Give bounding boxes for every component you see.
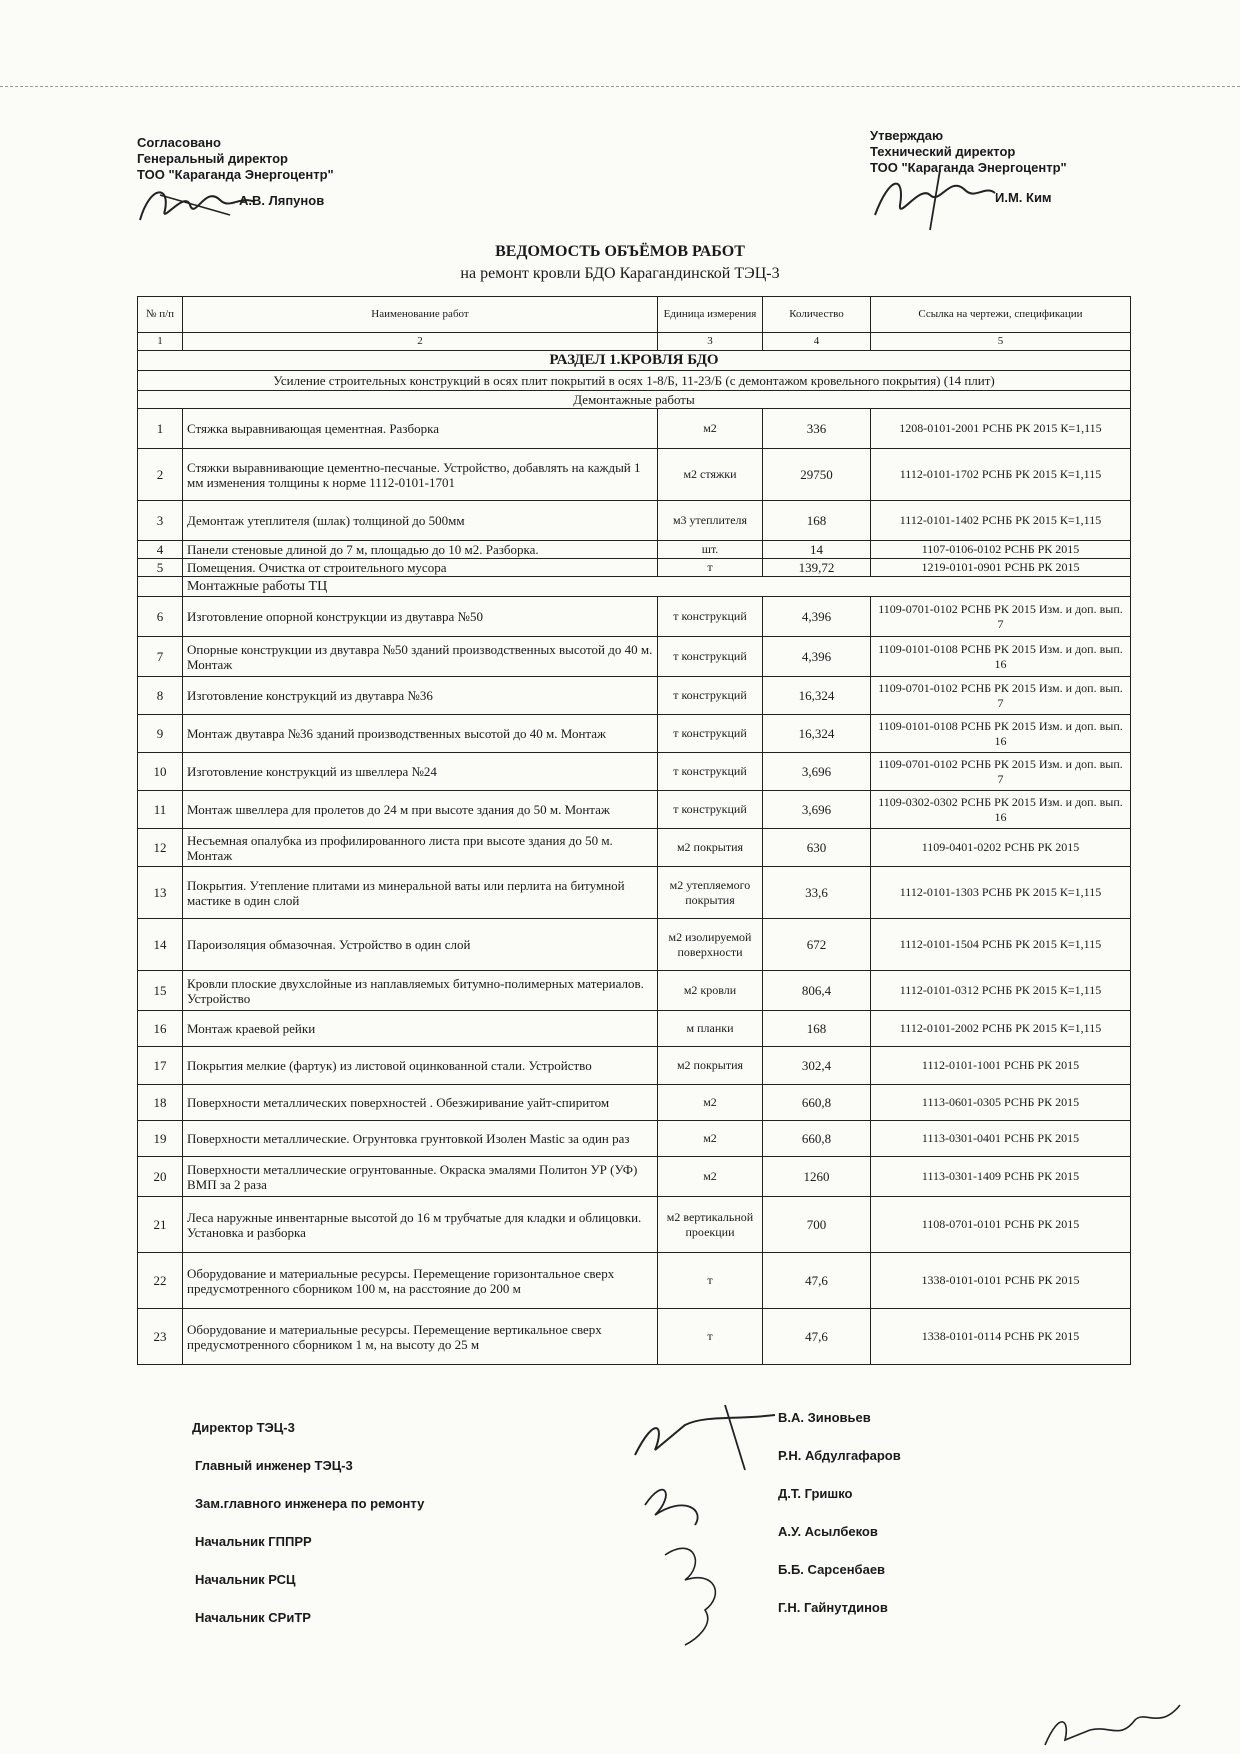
approved-signature-image xyxy=(870,165,1000,235)
row-number: 3 xyxy=(138,501,183,541)
approved-name: И.М. Ким xyxy=(995,190,1052,205)
table-row xyxy=(138,791,1131,829)
work-name: Монтаж швеллера для пролетов до 24 м при высоте здания до 50 м. Монтаж xyxy=(183,791,658,829)
work-volume-table xyxy=(137,296,1131,1365)
reference-cell: 1109-0101-0108 РСНБ РК 2015 Изм. и доп. вып. 16 xyxy=(871,637,1131,677)
agreed-company: ТОО "Караганда Энергоцентр" xyxy=(137,167,334,182)
unit-cell: м2 покрытия xyxy=(658,1047,763,1085)
table-row xyxy=(138,867,1131,919)
reference-cell: 1113-0301-1409 РСНБ РК 2015 xyxy=(871,1157,1131,1197)
signature-name: Р.Н. Абдулгафаров xyxy=(778,1448,901,1463)
reference-cell: 1112-0101-1001 РСНБ РК 2015 xyxy=(871,1047,1131,1085)
work-name: Пароизоляция обмазочная. Устройство в один слой xyxy=(183,919,658,971)
quantity-cell: 672 xyxy=(763,919,871,971)
quantity-cell: 168 xyxy=(763,1011,871,1047)
row-number: 7 xyxy=(138,637,183,677)
row-number: 12 xyxy=(138,829,183,867)
header-cell: № п/п xyxy=(138,297,183,333)
quantity-cell: 1260 xyxy=(763,1157,871,1197)
table-row xyxy=(138,971,1131,1011)
table-row xyxy=(138,919,1131,971)
table-row xyxy=(138,1197,1131,1253)
work-name: Стяжка выравнивающая цементная. Разборка xyxy=(183,409,658,449)
unit-cell: т конструкций xyxy=(658,637,763,677)
row-number: 5 xyxy=(138,559,183,577)
quantity-cell: 14 xyxy=(763,541,871,559)
table-row xyxy=(138,753,1131,791)
row-number: 8 xyxy=(138,677,183,715)
work-name: Помещения. Очистка от строительного мусора xyxy=(183,559,658,577)
header-cell: Наименование работ xyxy=(183,297,658,333)
header-number: 4 xyxy=(763,333,871,351)
unit-cell: м2 утепляемого покрытия xyxy=(658,867,763,919)
row-number: 13 xyxy=(138,867,183,919)
quantity-cell: 700 xyxy=(763,1197,871,1253)
quantity-cell: 29750 xyxy=(763,449,871,501)
table-row xyxy=(138,1309,1131,1365)
quantity-cell: 47,6 xyxy=(763,1309,871,1365)
table-row xyxy=(138,1047,1131,1085)
reference-cell: 1109-0101-0108 РСНБ РК 2015 Изм. и доп. вып. 16 xyxy=(871,715,1131,753)
quantity-cell: 33,6 xyxy=(763,867,871,919)
unit-cell: т xyxy=(658,559,763,577)
reference-cell: 1107-0106-0102 РСНБ РК 2015 xyxy=(871,541,1131,559)
unit-cell: м планки xyxy=(658,1011,763,1047)
work-name: Оборудование и материальные ресурсы. Перемещение вертикальное сверх предусмотренного сборником 1 м, на высоту до 25 м xyxy=(183,1309,658,1365)
unit-cell: т конструкций xyxy=(658,677,763,715)
reference-cell: 1113-0601-0305 РСНБ РК 2015 xyxy=(871,1085,1131,1121)
approved-position: Технический директор xyxy=(870,144,1016,159)
reference-cell: 1112-0101-0312 РСНБ РК 2015 К=1,115 xyxy=(871,971,1131,1011)
section-desc-row xyxy=(138,371,1131,391)
section-title: РАЗДЕЛ 1.КРОВЛЯ БДО xyxy=(138,351,1131,371)
reference-cell: 1113-0301-0401 РСНБ РК 2015 xyxy=(871,1121,1131,1157)
header-cell: Единица измерения xyxy=(658,297,763,333)
row-number: 15 xyxy=(138,971,183,1011)
row-number: 6 xyxy=(138,597,183,637)
reference-cell: 1112-0101-1303 РСНБ РК 2015 К=1,115 xyxy=(871,867,1131,919)
work-name: Поверхности металлических поверхностей . Обезжиривание уайт-спиритом xyxy=(183,1085,658,1121)
reference-cell: 1112-0101-1402 РСНБ РК 2015 К=1,115 xyxy=(871,501,1131,541)
signature-role: Начальник СРиТР xyxy=(195,1610,311,1625)
subsection-row xyxy=(138,391,1131,409)
agreed-signature-image xyxy=(130,180,260,230)
document-title: ВЕДОМОСТЬ ОБЪЁМОВ РАБОТ xyxy=(495,243,745,260)
work-name: Стяжки выравнивающие цементно-песчаные. Устройство, добавлять на каждый 1 мм изменения толщины к норме 1112-0101-1701 xyxy=(183,449,658,501)
reference-cell: 1109-0701-0102 РСНБ РК 2015 Изм. и доп. вып. 7 xyxy=(871,597,1131,637)
row-number: 14 xyxy=(138,919,183,971)
approved-label: Утверждаю xyxy=(870,128,944,143)
reference-cell: 1208-0101-2001 РСНБ РК 2015 К=1,115 xyxy=(871,409,1131,449)
unit-cell: м2 xyxy=(658,1121,763,1157)
quantity-cell: 630 xyxy=(763,829,871,867)
scan-border-line xyxy=(0,86,1240,87)
reference-cell: 1219-0101-0901 РСНБ РК 2015 xyxy=(871,559,1131,577)
table-row xyxy=(138,1121,1131,1157)
row-number: 22 xyxy=(138,1253,183,1309)
row-number: 21 xyxy=(138,1197,183,1253)
unit-cell: м2 стяжки xyxy=(658,449,763,501)
reference-cell: 1338-0101-0114 РСНБ РК 2015 xyxy=(871,1309,1131,1365)
table-header-row xyxy=(138,297,1131,333)
quantity-cell: 660,8 xyxy=(763,1085,871,1121)
work-name: Кровли плоские двухслойные из наплавляемых битумно-полимерных материалов. Устройство xyxy=(183,971,658,1011)
agreed-label: Согласовано xyxy=(137,135,221,150)
quantity-cell: 168 xyxy=(763,501,871,541)
work-name: Монтаж краевой рейки xyxy=(183,1011,658,1047)
mount-heading: Монтажные работы ТЦ xyxy=(183,577,1131,597)
unit-cell: т конструкций xyxy=(658,715,763,753)
reference-cell: 1108-0701-0101 РСНБ РК 2015 xyxy=(871,1197,1131,1253)
signature-role: Зам.главного инженера по ремонту xyxy=(195,1496,425,1511)
unit-cell: шт. xyxy=(658,541,763,559)
reference-cell: 1112-0101-2002 РСНБ РК 2015 К=1,115 xyxy=(871,1011,1131,1047)
work-name: Поверхности металлические огрунтованные. Окраска эмалями Политон УР (УФ) ВМП за 2 раза xyxy=(183,1157,658,1197)
signature-name: А.У. Асылбеков xyxy=(778,1524,878,1539)
signature-role: Начальник ГППРР xyxy=(195,1534,312,1549)
row-number: 9 xyxy=(138,715,183,753)
unit-cell: т конструкций xyxy=(658,597,763,637)
section-description: Усиление строительных конструкций в осях плит покрытий в осях 1-8/Б, 11-23/Б (с демонтажом кровельного покрытия) (14 плит) xyxy=(138,371,1131,391)
table-row xyxy=(138,637,1131,677)
row-number: 20 xyxy=(138,1157,183,1197)
unit-cell: т xyxy=(658,1309,763,1365)
row-number: 11 xyxy=(138,791,183,829)
work-name: Демонтаж утеплителя (шлак) толщиной до 500мм xyxy=(183,501,658,541)
row-number: 2 xyxy=(138,449,183,501)
header-cell: Количество xyxy=(763,297,871,333)
reference-cell: 1338-0101-0101 РСНБ РК 2015 xyxy=(871,1253,1131,1309)
document-subtitle: на ремонт кровли БДО Карагандинской ТЭЦ-3 xyxy=(460,265,780,282)
reference-cell: 1109-0302-0302 РСНБ РК 2015 Изм. и доп. вып. 16 xyxy=(871,791,1131,829)
work-name: Монтаж двутавра №36 зданий производственных высотой до 40 м. Монтаж xyxy=(183,715,658,753)
footer-signatures-image xyxy=(625,1395,785,1655)
quantity-cell: 47,6 xyxy=(763,1253,871,1309)
reference-cell: 1112-0101-1702 РСНБ РК 2015 К=1,115 xyxy=(871,449,1131,501)
signature-name: Б.Б. Сарсенбаев xyxy=(778,1562,886,1577)
work-name: Оборудование и материальные ресурсы. Перемещение горизонтальное сверх предусмотренного сборником 100 м, на расстояние до 200 м xyxy=(183,1253,658,1309)
dismantle-heading: Демонтажные работы xyxy=(138,391,1131,409)
header-number: 2 xyxy=(183,333,658,351)
unit-cell: т xyxy=(658,1253,763,1309)
reference-cell: 1112-0101-1504 РСНБ РК 2015 К=1,115 xyxy=(871,919,1131,971)
subsection-row xyxy=(138,577,1131,597)
row-number: 18 xyxy=(138,1085,183,1121)
work-name: Поверхности металлические. Огрунтовка грунтовкой Изолен Mastic за один раз xyxy=(183,1121,658,1157)
work-name: Покрытия. Утепление плитами из минеральной ваты или перлита на битумной мастике в один слой xyxy=(183,867,658,919)
table-row xyxy=(138,541,1131,559)
signature-role: Директор ТЭЦ-3 xyxy=(192,1420,295,1435)
quantity-cell: 4,396 xyxy=(763,637,871,677)
quantity-cell: 336 xyxy=(763,409,871,449)
table-number-row xyxy=(138,333,1131,351)
unit-cell: м2 xyxy=(658,1157,763,1197)
row-number: 17 xyxy=(138,1047,183,1085)
work-name: Несъемная опалубка из профилированного листа при высоте здания до 50 м. Монтаж xyxy=(183,829,658,867)
quantity-cell: 16,324 xyxy=(763,715,871,753)
table-row xyxy=(138,501,1131,541)
table-row xyxy=(138,597,1131,637)
corner-initials-image xyxy=(1040,1700,1190,1750)
table-row xyxy=(138,677,1131,715)
agreed-position: Генеральный директор xyxy=(137,151,288,166)
signature-role: Начальник РСЦ xyxy=(195,1572,296,1587)
quantity-cell: 302,4 xyxy=(763,1047,871,1085)
work-name: Леса наружные инвентарные высотой до 16 м трубчатые для кладки и облицовки. Установка и разборка xyxy=(183,1197,658,1253)
row-number: 10 xyxy=(138,753,183,791)
reference-cell: 1109-0701-0102 РСНБ РК 2015 Изм. и доп. вып. 7 xyxy=(871,677,1131,715)
work-name: Панели стеновые длиной до 7 м, площадью до 10 м2. Разборка. xyxy=(183,541,658,559)
unit-cell: м2 xyxy=(658,1085,763,1121)
approved-company: ТОО "Караганда Энергоцентр" xyxy=(870,160,1067,175)
signature-name: В.А. Зиновьев xyxy=(778,1410,871,1425)
header-number: 3 xyxy=(658,333,763,351)
agreed-name: А.В. Ляпунов xyxy=(239,193,325,208)
header-cell: Ссылка на чертежи, спецификации xyxy=(871,297,1131,333)
section-row xyxy=(138,351,1131,371)
row-number: 16 xyxy=(138,1011,183,1047)
table-row xyxy=(138,409,1131,449)
quantity-cell: 3,696 xyxy=(763,791,871,829)
table-row xyxy=(138,715,1131,753)
table-row xyxy=(138,1253,1131,1309)
table-row xyxy=(138,1085,1131,1121)
signature-role: Главный инженер ТЭЦ-3 xyxy=(195,1458,353,1473)
row-number: 1 xyxy=(138,409,183,449)
quantity-cell: 4,396 xyxy=(763,597,871,637)
unit-cell: т конструкций xyxy=(658,791,763,829)
row-number: 4 xyxy=(138,541,183,559)
unit-cell: м2 xyxy=(658,409,763,449)
table-row xyxy=(138,559,1131,577)
header-number: 5 xyxy=(871,333,1131,351)
unit-cell: м3 утеплителя xyxy=(658,501,763,541)
unit-cell: м2 покрытия xyxy=(658,829,763,867)
work-name: Опорные конструкции из двутавра №50 зданий производственных высотой до 40 м. Монтаж xyxy=(183,637,658,677)
quantity-cell: 3,696 xyxy=(763,753,871,791)
reference-cell: 1109-0701-0102 РСНБ РК 2015 Изм. и доп. вып. 7 xyxy=(871,753,1131,791)
quantity-cell: 16,324 xyxy=(763,677,871,715)
work-name: Изготовление конструкций из двутавра №36 xyxy=(183,677,658,715)
header-number: 1 xyxy=(138,333,183,351)
row-number: 23 xyxy=(138,1309,183,1365)
table-row xyxy=(138,1011,1131,1047)
unit-cell: м2 кровли xyxy=(658,971,763,1011)
work-name: Покрытия мелкие (фартук) из листовой оцинкованной стали. Устройство xyxy=(183,1047,658,1085)
work-name: Изготовление опорной конструкции из двутавра №50 xyxy=(183,597,658,637)
quantity-cell: 139,72 xyxy=(763,559,871,577)
table-row xyxy=(138,449,1131,501)
reference-cell: 1109-0401-0202 РСНБ РК 2015 xyxy=(871,829,1131,867)
table-row xyxy=(138,829,1131,867)
unit-cell: т конструкций xyxy=(658,753,763,791)
table-row xyxy=(138,1157,1131,1197)
signature-name: Г.Н. Гайнутдинов xyxy=(778,1600,888,1615)
work-name: Изготовление конструкций из швеллера №24 xyxy=(183,753,658,791)
signature-name: Д.Т. Гришко xyxy=(778,1486,853,1501)
row-number: 19 xyxy=(138,1121,183,1157)
unit-cell: м2 изолируемой поверхности xyxy=(658,919,763,971)
quantity-cell: 806,4 xyxy=(763,971,871,1011)
unit-cell: м2 вертикальной проекции xyxy=(658,1197,763,1253)
quantity-cell: 660,8 xyxy=(763,1121,871,1157)
